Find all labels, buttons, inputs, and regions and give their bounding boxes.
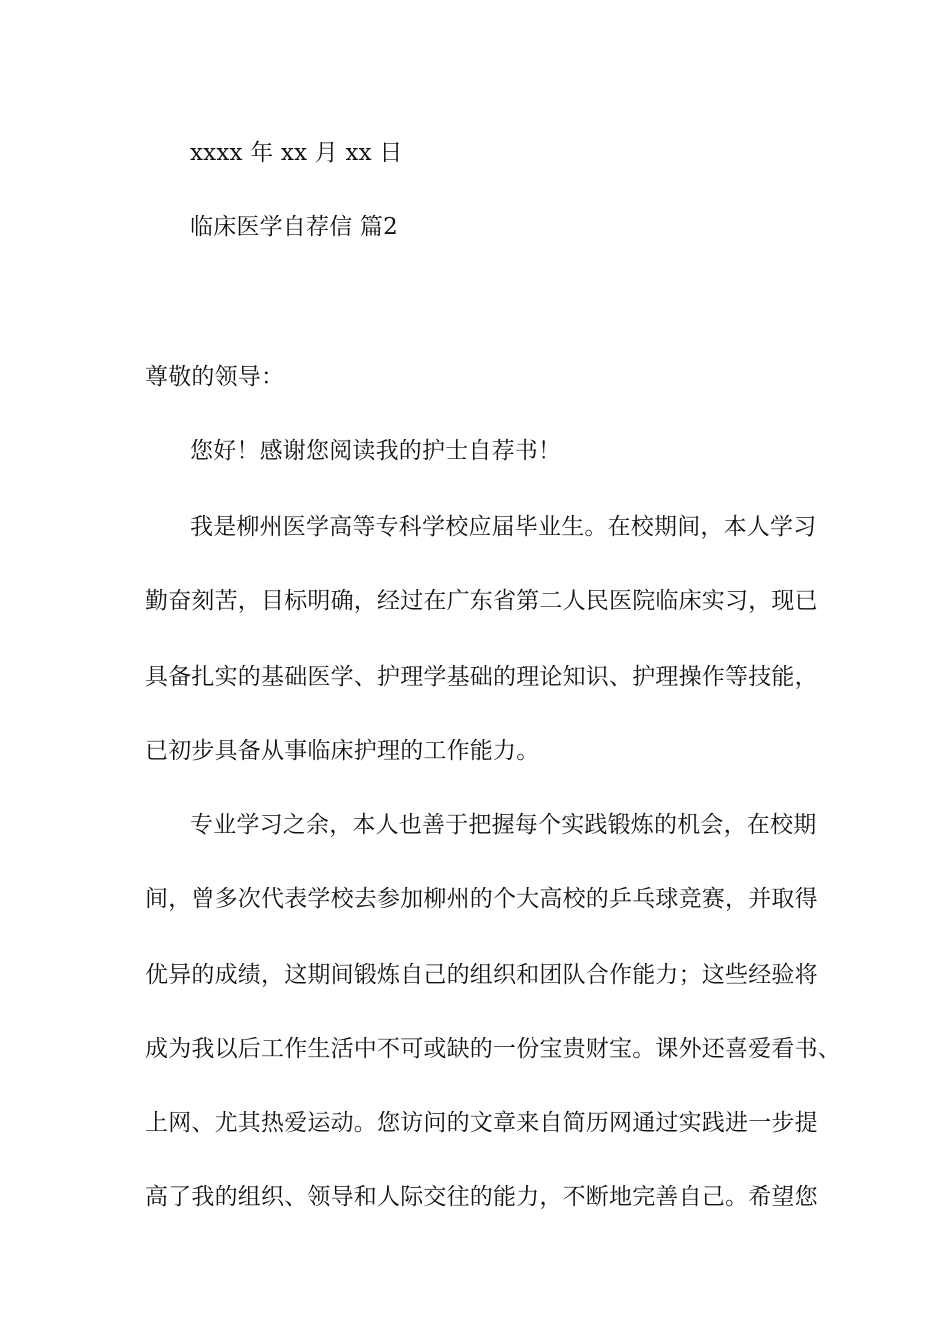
body-line: 优异的成绩，这期间锻炼自己的组织和团队合作能力；这些经验将 [145,962,818,988]
body-line: 具备扎实的基础医学、护理学基础的理论知识、护理操作等技能， [145,664,818,690]
body-line: 成为我以后工作生活中不可或缺的一份宝贵财宝。课外还喜爱看书、 [145,1036,841,1062]
body-line: 上网、尤其热爱运动。您访问的文章来自简历网通过实践进一步提 [145,1110,818,1136]
body-line: 勤奋刻苦，目标明确，经过在广东省第二人民医院临床实习，现已 [145,588,818,614]
salutation: 尊敬的领导： [145,364,285,390]
body-line: 我是柳州医学高等专科学校应届毕业生。在校期间，本人学习 [190,514,817,540]
body-line: 高了我的组织、领导和人际交往的能力，不断地完善自己。希望您 [145,1184,818,1210]
body-line: 间，曾多次代表学校去参加柳州的个大高校的乒乓球竞赛，并取得 [145,886,818,912]
body-line: 您好！感谢您阅读我的护士自荐书！ [190,438,562,464]
body-line: 专业学习之余，本人也善于把握每个实践锻炼的机会，在校期 [190,812,817,838]
letter-date: xxxx 年 xx 月 xx 日 [190,140,403,166]
section-title: 临床医学自荐信 篇2 [190,214,398,240]
body-line: 已初步具备从事临床护理的工作能力。 [145,738,540,764]
